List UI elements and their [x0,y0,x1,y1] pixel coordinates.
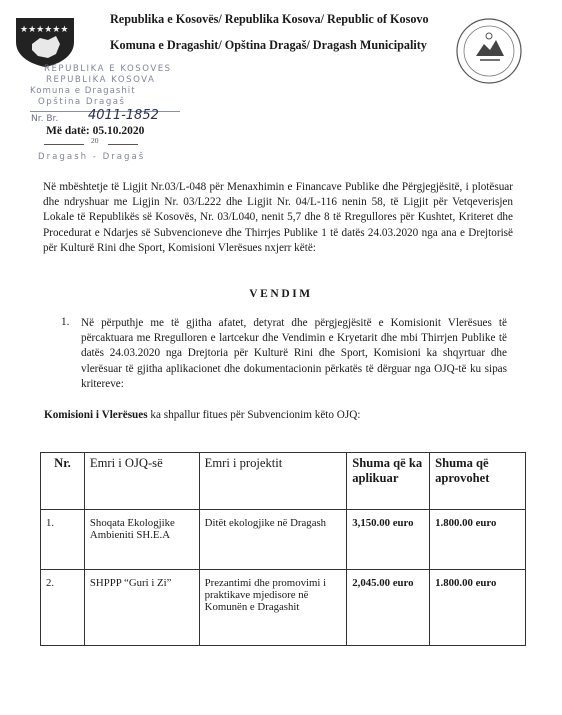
table-row [41,570,526,646]
cell-project-name: Prezantimi dhe promovimi i praktikave mjedisore në Komunën e Dragashit [199,570,347,646]
table-row [41,510,526,570]
col-header-ngo-name: Emri i OJQ-së [84,453,199,510]
intro-paragraph: Në mbështetje të Ligjit Nr.03/L-048 për Menaxhimin e Financave Publike dhe Përgjegjësitë, i plotësuar dhe ndryshuar me Ligjin Nr. 03/L222 dhe Ligjit Nr. 04/L-116 nenin 58, të Ligjit për Vetqeverisjen Lokale të Republikës së Kosovës, Nr. 03/L040, nenit 5,7 dhe 8 të Rregullores për Kushtet, Kriteret dhe Procedurat e Ndarjes së Subvencioneve dhe Thirrjes Publike 1 të datës 24.03.2020 nga ana e Drejtorisë për Kulturë Rini dhe Sport, Komisioni Vlerësues nxjerr këtë: [43,181,513,254]
svg-text:★★★★★★: ★★★★★★ [20,25,69,35]
cell-amount-applied: 3,150.00 euro [347,510,430,570]
col-header-amount-approved: Shuma që aprovohet [430,453,526,510]
registry-number-handwritten: 4011-1852 [88,108,159,123]
cell-nr: 2. [41,570,85,646]
subsidy-table [40,452,526,646]
commission-name: Komisioni i Vlerësues [44,409,148,421]
kosovo-coat-of-arms-icon [12,14,78,68]
award-intro [44,409,360,421]
header-municipality-line: Komuna e Dragashit/ Opština Dragaš/ Dragash Municipality [110,38,427,52]
stamp-line-3: Komuna e Dragashit [30,86,136,96]
cell-project-name: Ditët ekologjike në Dragash [199,510,347,570]
stamp-nr-label: Nr. Br. [31,114,59,124]
award-intro-text: ka shpallur fitues për Subvencionim këto OJQ: [147,409,361,421]
stamp-line-1: REPUBLIKA E KOSOVES [44,64,172,74]
stamp-line-2: REPUBLIKA KOSOVA [46,75,156,85]
cell-amount-approved: 1.800.00 euro [430,510,526,570]
item-text: Në përputhje me të gjitha afatet, detyrat dhe përgjegjësitë e Komisionit Vlerësues të përcaktuara me Rregulloren e lartcekur dhe Vendimin e Kryetarit dhe mbi Thirrjen Publike të datës 24.03.2020 nga Drejtoria për Kulturë Rini dhe Sport, Komisioni ka shqyrtuar dhe vlerësuar të gjitha aplikacionet dhe dokumentacionin përkatës të dërguar nga OJQ-të ku sipas kritereve: [81,317,507,390]
item-number: 1. [61,316,70,328]
col-header-nr: Nr. [41,453,85,510]
stamp-year: 20 [91,136,99,145]
stamp-line-4: Opština Dragaš [38,97,126,107]
cell-ngo-name: Shoqata Ekologjike Ambieniti SH.E.A [84,510,199,570]
col-header-project-name: Emri i projektit [199,453,347,510]
stamp-footer: Dragash - Dragaš [38,152,146,162]
header-country-line: Republika e Kosovës/ Republika Kosova/ Republic of Kosovo [110,12,429,26]
cell-ngo-name: SHPPP “Guri i Zi” [84,570,199,646]
cell-amount-applied: 2,045.00 euro [347,570,430,646]
dragash-municipality-seal-icon [454,16,524,86]
col-header-amount-applied: Shuma që ka aplikuar [347,453,430,510]
stamp-date: Më datë: 05.10.2020 [46,125,145,137]
stamp-year-line-left [44,144,84,145]
cell-amount-approved: 1.800.00 euro [430,570,526,646]
decision-title: VENDIM [249,288,313,300]
table-header-row [41,453,526,510]
cell-nr: 1. [41,510,85,570]
stamp-year-line-right [108,144,138,145]
